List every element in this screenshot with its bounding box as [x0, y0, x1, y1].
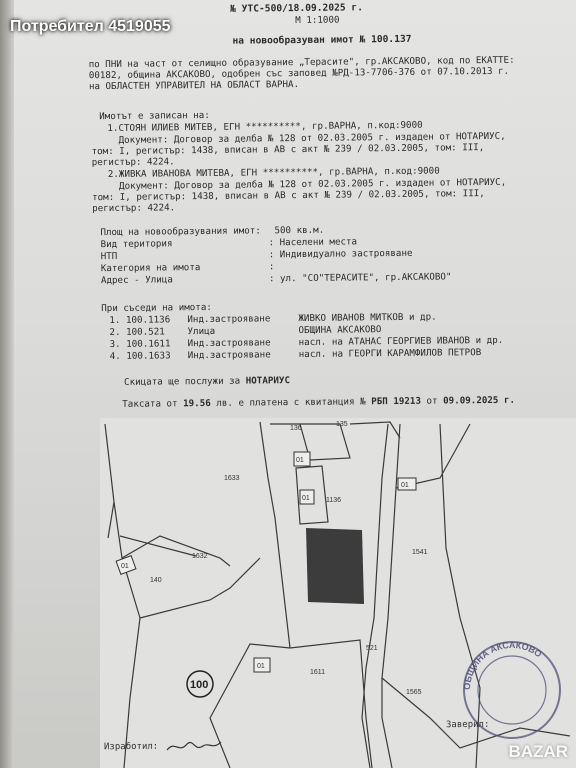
neighbours-heading: При съседи на имота:: [101, 301, 212, 315]
label-136: 136: [290, 425, 302, 432]
label-521: 521: [366, 645, 378, 652]
purpose-line: Скицата ще послужи за НОТАРИУС: [123, 375, 291, 388]
label-1136: 1136: [326, 497, 342, 504]
prop-category-label: Категория на имота: [100, 262, 201, 275]
prop-area-value: 500 кв.м.: [274, 224, 325, 237]
prop-area-label: Площ на новообразувания имот:: [100, 225, 261, 239]
label-01-1136: 01: [302, 495, 310, 502]
neighbour-1-id: 1. 100.1136: [109, 314, 171, 326]
certified-label: Заверил:: [445, 719, 490, 731]
neighbour-1-type: Инд.застрояване: [187, 313, 271, 326]
user-watermark: Потребител 4519055: [10, 18, 171, 35]
label-135: 135: [336, 421, 348, 428]
neighbour-3-owner: насл. на АТАНАС ГЕОРГИЕВ ИВАНОВ и др.: [298, 334, 504, 348]
neighbour-3-id: 3. 100.1611: [109, 338, 171, 350]
fee-line: Таксата от 19.56 лв. е платена с квитанция № РБП 19213 от 09.09.2025 г.: [122, 394, 516, 410]
neighbour-2-type: Улица: [187, 325, 216, 338]
prepared-label: Изработил:: [103, 741, 159, 753]
intro-line-2: 00182, община АКСАКОВО, одобрен със заповед №РД-13-7706-376 от 07.10.2013 г.: [88, 65, 510, 82]
intro-line-1: по ПНИ на част от селищно образувание „Терасите", гр.АКСАКОВО, код по ЕКАТТЕ:: [88, 54, 515, 71]
neighbour-2-owner: ОБЩИНА АКСАКОВО: [298, 324, 382, 336]
stamp-text: ОБЩИНА АКСАКОВО: [461, 639, 544, 691]
neighbour-4-id: 4. 100.1633: [109, 350, 171, 362]
sketch-scale: М 1:1000: [295, 14, 340, 27]
label-01-140: 01: [121, 563, 129, 570]
label-1541: 1541: [412, 549, 428, 556]
neighbour-1-owner: ЖИВКО ИВАНОВ МИТКОВ и др.: [298, 311, 437, 324]
owner-1-register: регистър: 4224.: [91, 156, 175, 169]
label-1632: 1632: [192, 553, 208, 560]
owners-heading: Имотът е записан на:: [99, 109, 210, 123]
neighbour-3-type: Инд.застрояване: [187, 337, 271, 350]
intro-line-3: на ОБЛАСТЕН УПРАВИТЕЛ НА ОБЛАСТ ВАРНА.: [88, 78, 300, 93]
sketch-subtitle: на новообразуван имот № 100.137: [232, 33, 412, 47]
cadastral-sketch: [100, 418, 576, 768]
prop-ntp-value: : Индивидуално застрояване: [268, 247, 413, 261]
label-01-1611: 01: [257, 663, 265, 670]
prop-address-label: Адрес - Улица: [100, 274, 173, 287]
owner-2-volume: том: I, регистър: 1438, вписан в АВ с акт № 239 / 02.03.2005, том: III,: [92, 188, 485, 204]
prop-ntp-label: НТП: [100, 250, 118, 263]
label-140: 140: [150, 577, 162, 584]
owner-1-doc: Документ: Договор за делба № 128 от 02.03.2005 г. издаден от НОТАРИУС,: [107, 130, 506, 146]
label-01-1541: 01: [401, 482, 409, 489]
label-01-136: 01: [296, 457, 304, 464]
label-1611: 1611: [310, 669, 326, 676]
owner-2-register: регистър: 4224.: [92, 202, 176, 215]
block-number: 100: [190, 679, 209, 691]
subject-parcel-100-137: [306, 528, 364, 604]
label-1633: 1633: [224, 475, 240, 482]
site-watermark: BAZAR: [508, 742, 568, 761]
neighbour-4-owner: насл. на ГЕОРГИ КАРАМФИЛОВ ПЕТРОВ: [298, 347, 482, 360]
owner-2: 2.ЖИВКА ИВАНОВА МИТЕВА, ЕГН **********, гр.ВАРНА, п.код:9000: [107, 165, 440, 180]
sketch-number: № УТС-500/18.09.2025 г.: [230, 2, 364, 15]
doc-title-cut: [205, 0, 211, 3]
neighbour-4-type: Инд.застрояване: [187, 349, 271, 362]
owner-1-volume: том: I, регистър: 1438, вписан в АВ с акт № 239 / 02.03.2005, том: III,: [91, 142, 485, 158]
neighbour-2-id: 2. 100.521: [109, 326, 165, 338]
signature-scribble: [165, 736, 225, 756]
prop-address-value: : ул. "СО"ТЕРАСИТЕ", гр.АКСАКОВО": [268, 271, 452, 285]
prop-territory-label: Вид територия: [100, 238, 173, 251]
label-1565: 1565: [406, 689, 422, 696]
owner-2-doc: Документ: Договор за делба № 128 от 02.03.2005 г. издаден от НОТАРИУС,: [107, 176, 507, 192]
owner-1: 1.СТОЯН ИЛИЕВ МИТЕВ, ЕГН **********, гр.ВАРНА, п.код:9000: [107, 119, 423, 134]
prop-territory-value: : Населени места: [268, 236, 358, 249]
prop-category-value: :: [268, 261, 275, 273]
